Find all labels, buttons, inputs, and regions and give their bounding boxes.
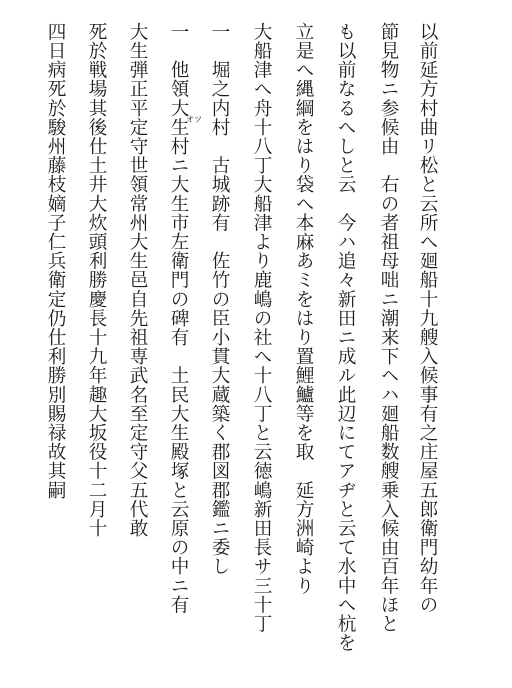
- text-line-2: 節見物ニ参候由 右の者祖母咄ニ潮来下ヘハ廻船数艘乗入候由百年ほと: [378, 22, 399, 634]
- text-line-10: 四日病死於駿州藤枝嫡子仁兵衛定仍仕利勝別賜禄故其嗣: [45, 22, 66, 500]
- text-line-9: 死於戦場其後仕土井大炊頭利勝慶長十九年趣大坂役十二月十: [86, 22, 107, 538]
- text-line-6: 一 堀之内村 古城跡有 佐竹の臣小貫大蔵築く郡図郡鑑ニ委し: [209, 22, 230, 576]
- text-line-7: 一 他領大生村ニ大生市左衛門の碑有 土民大生殿塚と云原の中ニ有: [168, 22, 189, 615]
- ruby-annotation: オツ: [186, 115, 202, 124]
- text-line-3: も以前なるへしと云 今ハ追々新田ニ成ル此辺にてアヂと云て水中へ杭を: [335, 22, 356, 653]
- text-line-5: 大船津へ舟十八丁大船津より鹿嶋の社へ十八丁と云徳嶋新田長サ三十丁: [251, 22, 272, 634]
- text-line-4: 立是へ縄綱をはり袋へ本麻あミをはり置鯉鱸等を取 延方洲崎より: [293, 22, 314, 595]
- text-line-8: 大生弾正平定守世領常州大生邑自先祖専武名至定守父五代敢: [127, 22, 148, 538]
- text-line-1: 以前延方村曲リ松と云所へ廻船十九艘入候事有之庄屋五郎衛門幼年の: [417, 22, 438, 615]
